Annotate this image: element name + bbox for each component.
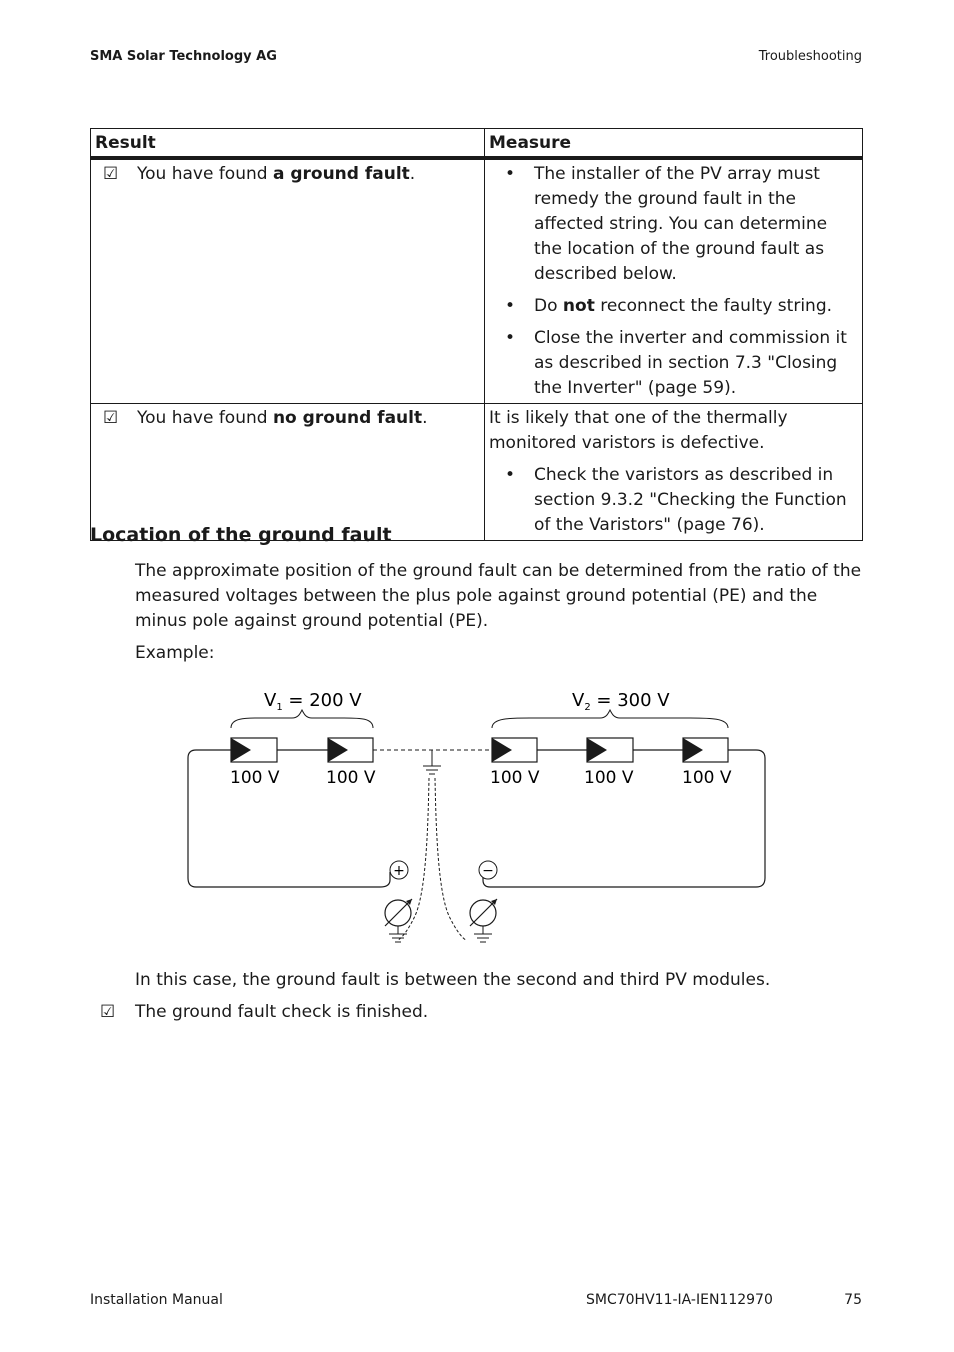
module-voltage-label: 100 V bbox=[326, 768, 376, 788]
section-title: Location of the ground fault bbox=[90, 524, 392, 546]
measure-list bbox=[489, 162, 858, 401]
pv-module bbox=[328, 738, 373, 762]
result-cell bbox=[91, 158, 485, 404]
pv-module bbox=[492, 738, 537, 762]
page-number: 75 bbox=[844, 1292, 862, 1308]
completion-line bbox=[100, 1000, 428, 1025]
result-text-bold: no ground fault bbox=[272, 408, 423, 428]
v1-brace bbox=[231, 710, 373, 728]
checkbox-icon: ☑ bbox=[100, 1002, 116, 1022]
pv-module bbox=[683, 738, 728, 762]
list-item: • Close the inverter and commission it as described in section 7.3 "Closing the Inverter" (page 59). bbox=[489, 326, 858, 401]
checkbox-icon: ☑ bbox=[103, 408, 119, 428]
result-measure-table bbox=[90, 128, 863, 541]
section-paragraph: The approximate position of the ground fault can be determined from the ratio of the measured voltages between the plus pole against ground potential (PE) and the minus pole against ground potential (PE). bbox=[135, 561, 862, 631]
checkbox-icon: ☑ bbox=[103, 164, 119, 184]
measure-not-suffix: reconnect the faulty string. bbox=[594, 296, 833, 316]
result-text-prefix: You have found bbox=[137, 408, 273, 428]
module-voltage-label: 100 V bbox=[230, 768, 280, 788]
svg-text:−: − bbox=[482, 863, 494, 879]
header-company: SMA Solar Technology AG bbox=[90, 49, 277, 64]
ground-path-minus bbox=[435, 778, 466, 940]
v2-brace bbox=[492, 710, 728, 728]
header-chapter: Troubleshooting bbox=[758, 49, 862, 64]
v1-label: $V_1 = 200$ V bbox=[264, 690, 362, 713]
table-row bbox=[91, 158, 863, 404]
result-text-prefix: You have found bbox=[137, 164, 273, 184]
column-header-measure: Measure bbox=[485, 129, 863, 159]
result-cell bbox=[91, 404, 485, 541]
pv-module bbox=[231, 738, 277, 762]
result-text-suffix: . bbox=[409, 164, 416, 184]
voltmeter-v1-icon bbox=[385, 899, 412, 942]
measure-not-prefix: Do bbox=[534, 296, 563, 316]
footer-manual: Installation Manual bbox=[90, 1292, 223, 1308]
ground-fault-diagram bbox=[180, 680, 780, 955]
svg-text:+: + bbox=[393, 863, 405, 879]
ground-path-plus bbox=[398, 778, 429, 940]
list-item: • Check the varistors as described in section 9.3.2 "Checking the Function of the Varistors" (page 76). bbox=[489, 463, 858, 538]
module-voltage-label: 100 V bbox=[682, 768, 732, 788]
measure-not-bold: not bbox=[562, 296, 595, 316]
plus-pole-icon bbox=[390, 861, 408, 879]
example-label: Example: bbox=[135, 643, 215, 663]
measure-list bbox=[489, 463, 858, 538]
measure-cell bbox=[485, 404, 863, 541]
footer-doc-id: SMC70HV11-IA-IEN112970 bbox=[586, 1292, 773, 1308]
completion-text: The ground fault check is finished. bbox=[135, 1002, 429, 1022]
v2-label: $V_2 = 300$ V bbox=[572, 690, 670, 713]
minus-pole-icon bbox=[479, 861, 497, 879]
pv-module bbox=[587, 738, 633, 762]
module-voltage-label: 100 V bbox=[584, 768, 634, 788]
column-header-result: Result bbox=[91, 129, 485, 159]
voltmeter-v2-icon bbox=[470, 899, 497, 942]
result-text-suffix: . bbox=[422, 408, 428, 428]
conclusion-text: In this case, the ground fault is between the second and third PV modules. bbox=[135, 970, 771, 990]
list-item bbox=[489, 294, 858, 319]
result-text-bold: a ground fault bbox=[272, 164, 410, 184]
measure-cell bbox=[485, 158, 863, 404]
module-voltage-label: 100 V bbox=[490, 768, 540, 788]
list-item: • The installer of the PV array must remedy the ground fault in the affected string. You can determine the location of the ground fault as described below. bbox=[489, 162, 858, 287]
fault-ground-icon bbox=[423, 750, 441, 774]
measure-intro: It is likely that one of the thermally monitored varistors is defective. bbox=[489, 408, 788, 453]
table-row bbox=[91, 404, 863, 541]
